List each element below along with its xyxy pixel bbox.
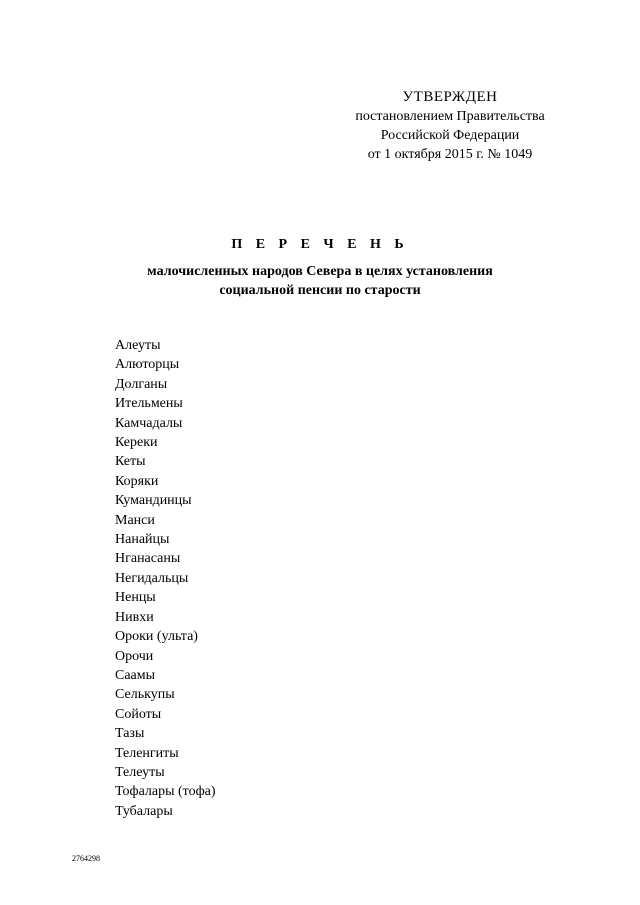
list-item: Манси bbox=[115, 512, 155, 528]
list-item: Тофалары (тофа) bbox=[115, 784, 216, 800]
list-item: Кереки bbox=[115, 435, 158, 451]
list-item: Тазы bbox=[115, 726, 145, 742]
list-item: Кеты bbox=[115, 454, 146, 470]
document-title: П Е Р Е Ч Е Н Ь bbox=[231, 237, 409, 252]
approval-line-2: Российской Федерации bbox=[380, 128, 520, 143]
document-subtitle-line-1: малочисленных народов Севера в целях установления bbox=[147, 264, 493, 279]
list-item: Теленгиты bbox=[115, 745, 179, 761]
list-item: Сойоты bbox=[115, 706, 162, 722]
list-item: Орочи bbox=[115, 648, 154, 664]
list-item: Ненцы bbox=[115, 590, 156, 606]
document-subtitle bbox=[100, 262, 540, 300]
peoples-list bbox=[115, 336, 216, 821]
list-item: Алюторцы bbox=[115, 357, 180, 373]
list-item: Алеуты bbox=[115, 338, 161, 353]
list-item: Телеуты bbox=[115, 764, 165, 780]
list-item: Долганы bbox=[115, 376, 168, 392]
document-code: 2764298 bbox=[72, 854, 100, 863]
list-item: Нганасаны bbox=[115, 551, 181, 567]
approval-line-1: постановлением Правительства bbox=[355, 109, 545, 124]
list-item: Негидальцы bbox=[115, 570, 189, 586]
approval-line-3: от 1 октября 2015 г. № 1049 bbox=[367, 147, 533, 162]
list-item: Тубалары bbox=[115, 803, 173, 819]
list-item: Нанайцы bbox=[115, 532, 170, 548]
document-subtitle-line-2: социальной пенсии по старости bbox=[219, 283, 421, 298]
approval-title: УТВЕРЖДЕН bbox=[402, 89, 498, 105]
list-item: Нивхи bbox=[115, 609, 154, 625]
list-item: Ороки (ульта) bbox=[115, 629, 198, 645]
list-item: Кумандинцы bbox=[115, 493, 192, 509]
list-item: Селькупы bbox=[115, 687, 175, 703]
list-item: Саамы bbox=[115, 667, 156, 683]
approval-block bbox=[330, 88, 570, 164]
list-item: Камчадалы bbox=[115, 415, 183, 431]
list-item: Коряки bbox=[115, 473, 159, 489]
list-item: Ительмены bbox=[115, 396, 183, 412]
